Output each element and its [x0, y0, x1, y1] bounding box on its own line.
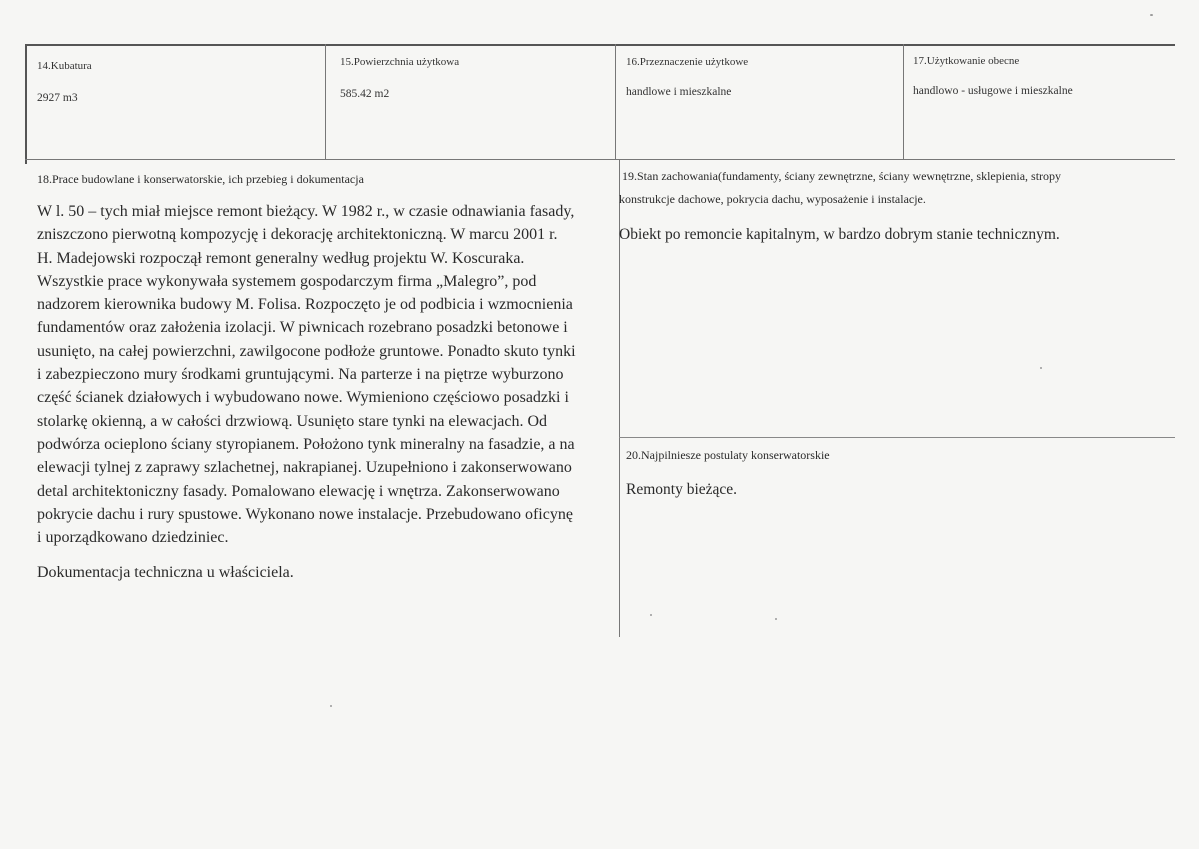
section-20-text: Remonty bieżące.: [626, 481, 738, 498]
section-19-label-line2: konstrukcje dachowe, pokrycia dachu, wyposażenie i instalacje.: [619, 192, 926, 206]
text-line: i zabezpieczono mury środkami gruntującymi. Na parterze i na piętrze wyburzono: [37, 366, 564, 384]
kubatura-value: 2927 m3: [37, 92, 78, 104]
text-line: podwórza ocieplono ściany styropianem. Położono tynk mineralny na fasadzie, a na: [37, 435, 575, 453]
powierzchnia-label: 15.Powierzchnia użytkowa: [340, 56, 460, 68]
scan-speck: [775, 618, 777, 620]
text-line: nadzorem kierownika budowy M. Folisa. Rozpoczęto je od podbicia i wzmocnienia: [37, 296, 573, 314]
section-20-label: 20.Najpilniesze postulaty konserwatorskie: [626, 448, 830, 462]
text-line: zniszczono pierwotną kompozycję i dekorację architektoniczną. W marcu 2001 r.: [37, 226, 558, 244]
divider-15-16: [615, 44, 616, 160]
text-line: H. Madejowski rozpoczął remont generalny według projektu W. Koscuraka.: [37, 249, 525, 267]
scan-speck: [1040, 367, 1042, 369]
text-line: fundamentów oraz założenia izolacji. W piwnicach rozebrano posadzki betonowe i: [37, 319, 568, 337]
text-line: detal architektoniczny fasady. Pomalowano elewację i wnętrza. Zakonserwowano: [37, 482, 560, 500]
przeznaczenie-label: 16.Przeznaczenie użytkowe: [626, 56, 749, 68]
scan-speck: [330, 705, 332, 707]
text-line: W l. 50 – tych miał miejsce remont bieżący. W 1982 r., w czasie odnawiania fasady,: [37, 203, 575, 220]
text-line: część ścianek działowych i wybudowano nowe. Wymieniono częściowo posadzki i: [37, 389, 569, 407]
top-border-line: [25, 44, 1175, 46]
left-border-line: [25, 44, 27, 164]
section-18-text: [37, 200, 627, 585]
text-line: usunięto, na całej powierzchni, zawilgocone podłoże gruntowe. Ponadto skuto tynki: [37, 342, 576, 360]
uzytkowanie-value: handlowo - usługowe i mieszkalne: [913, 85, 1073, 97]
text-line: pokrycie dachu i rury spustowe. Wykonano nowe instalacje. Przebudowano oficynę: [37, 505, 573, 523]
header-bottom-line: [25, 159, 1175, 160]
uzytkowanie-label: 17.Użytkowanie obecne: [913, 55, 1020, 67]
scan-speck: [650, 614, 652, 616]
przeznaczenie-value: handlowe i mieszkalne: [626, 86, 732, 98]
kubatura-label: 14.Kubatura: [37, 60, 92, 72]
divider-19-20: [619, 437, 1175, 438]
text-line: stolarkę okienną, a w całości drzwiową. Usunięto stare tynki na elewacjach. Od: [37, 412, 548, 430]
section-18-label: 18.Prace budowlane i konserwatorskie, ich przebieg i dokumentacja: [37, 172, 364, 186]
text-line: Wszystkie prace wykonywała systemem gospodarczym firma „Malegro”, pod: [37, 272, 537, 290]
documentation-note: Dokumentacja techniczna u właściciela.: [37, 564, 294, 582]
section-19-text: Obiekt po remoncie kapitalnym, w bardzo dobrym stanie technicznym.: [619, 226, 1060, 243]
section-19-label-line1: 19.Stan zachowania(fundamenty, ściany zewnętrzne, ściany wewnętrzne, sklepienia, stropy: [622, 169, 1062, 183]
divider-14-15: [325, 44, 326, 160]
divider-16-17: [903, 44, 904, 160]
text-line: elewacji tylnej z zaprawy szlachetnej, nakrapianej. Uzupełniono i zakonserwowano: [37, 459, 572, 477]
paragraph-gap: [37, 549, 627, 561]
scan-speck: [1150, 14, 1153, 16]
powierzchnia-value: 585.42 m2: [340, 88, 390, 100]
text-line: i uporządkowano dziedziniec.: [37, 529, 229, 547]
